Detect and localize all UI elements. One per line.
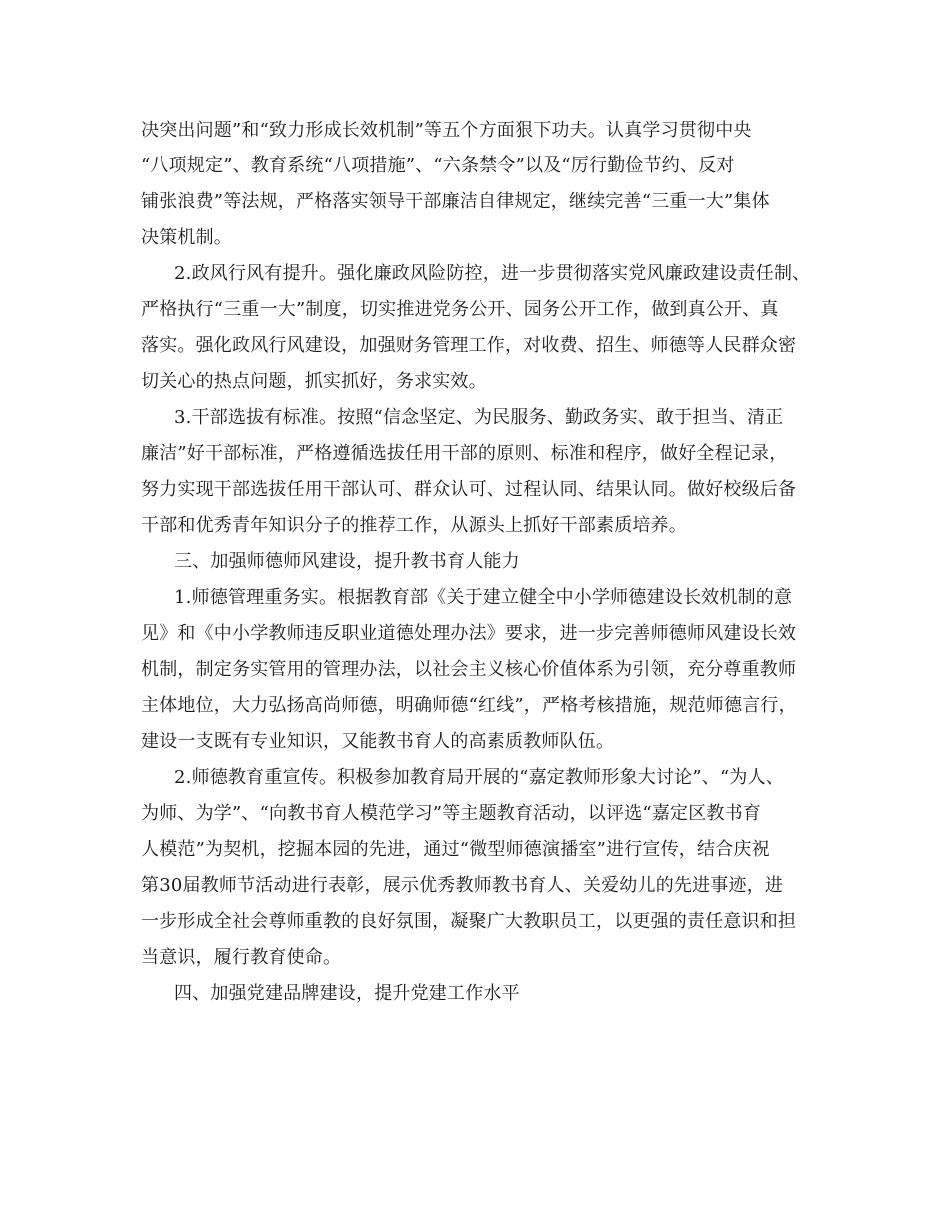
text-line: 严格执行“三重一大”制度，切实推进党务公开、园务公开工作，做到真公开、真	[141, 299, 779, 320]
text-line: 见》和《中小学教师违反职业道德处理办法》要求，进一步完善师德师风建设长效	[141, 623, 797, 644]
text-line: 2.政风行风有提升。强化廉政风险防控，进一步贯彻落实党风廉政建设责任制、	[174, 263, 811, 284]
text-line: 建设一支既有专业知识，又能教书育人的高素质教师队伍。	[141, 731, 615, 752]
section-heading: 四、加强党建品牌建设，提升党建工作水平	[174, 983, 520, 1004]
text-line: 3.干部选拔有标准。按照“信念坚定、为民服务、勤政务实、敢于担当、清正	[174, 407, 784, 428]
text-line: 切关心的热点问题，抓实抓好，务求实效。	[141, 371, 487, 392]
text-line: 人模范”为契机，挖掘本园的先进，通过“微型师德演播室”进行宣传，结合庆祝	[141, 839, 770, 860]
text-line: 第30届教师节活动进行表彰，展示优秀教师教书育人、关爱幼儿的先进事迹，进	[141, 875, 784, 896]
text-line: 干部和优秀青年知识分子的推荐工作，从源头上抓好干部素质培养。	[141, 515, 687, 536]
text-line: 1.师德管理重务实。根据教育部《关于建立健全中小学师德建设长效机制的意	[174, 587, 793, 608]
text-line: 廉洁”好干部标准，严格遵循选拔任用干部的原则、标准和程序，做好全程记录，	[141, 443, 788, 464]
text-line: 一步形成全社会尊师重教的良好氛围，凝聚广大教职员工，以更强的责任意识和担	[141, 911, 797, 932]
text-line: 机制，制定务实管用的管理办法，以社会主义核心价值体系为引领，充分尊重教师	[141, 659, 797, 680]
text-line: 主体地位，大力弘扬高尚师德，明确师德“红线”，严格考核措施，规范师德言行，	[141, 695, 797, 716]
text-line: 努力实现干部选拔任用干部认可、群众认可、过程认同、结果认同。做好校级后备	[141, 479, 797, 500]
text-line: 为师、为学”、“向教书育人模范学习”等主题教育活动，以评选“嘉定区教书育	[141, 803, 762, 824]
text-line: 决策机制。	[141, 227, 232, 248]
text-line: 当意识，履行教育使命。	[141, 947, 342, 968]
text-line: “八项规定”、教育系统“八项措施”、“六条禁令”以及“厉行勤俭节约、反对	[141, 155, 735, 176]
text-line: 2.师德教育重宣传。积极参加教育局开展的“嘉定教师形象大讨论”、“为人、	[174, 767, 784, 788]
text-line: 决突出问题”和“致力形成长效机制”等五个方面狠下功夫。认真学习贯彻中央	[141, 120, 752, 141]
text-line: 铺张浪费”等法规，严格落实领导干部廉洁自律规定，继续完善“三重一大”集体	[141, 191, 770, 212]
section-heading: 三、加强师德师风建设，提升教书育人能力	[174, 551, 520, 572]
text-line: 落实。强化政风行风建设，加强财务管理工作，对收费、招生、师德等人民群众密	[141, 335, 797, 356]
